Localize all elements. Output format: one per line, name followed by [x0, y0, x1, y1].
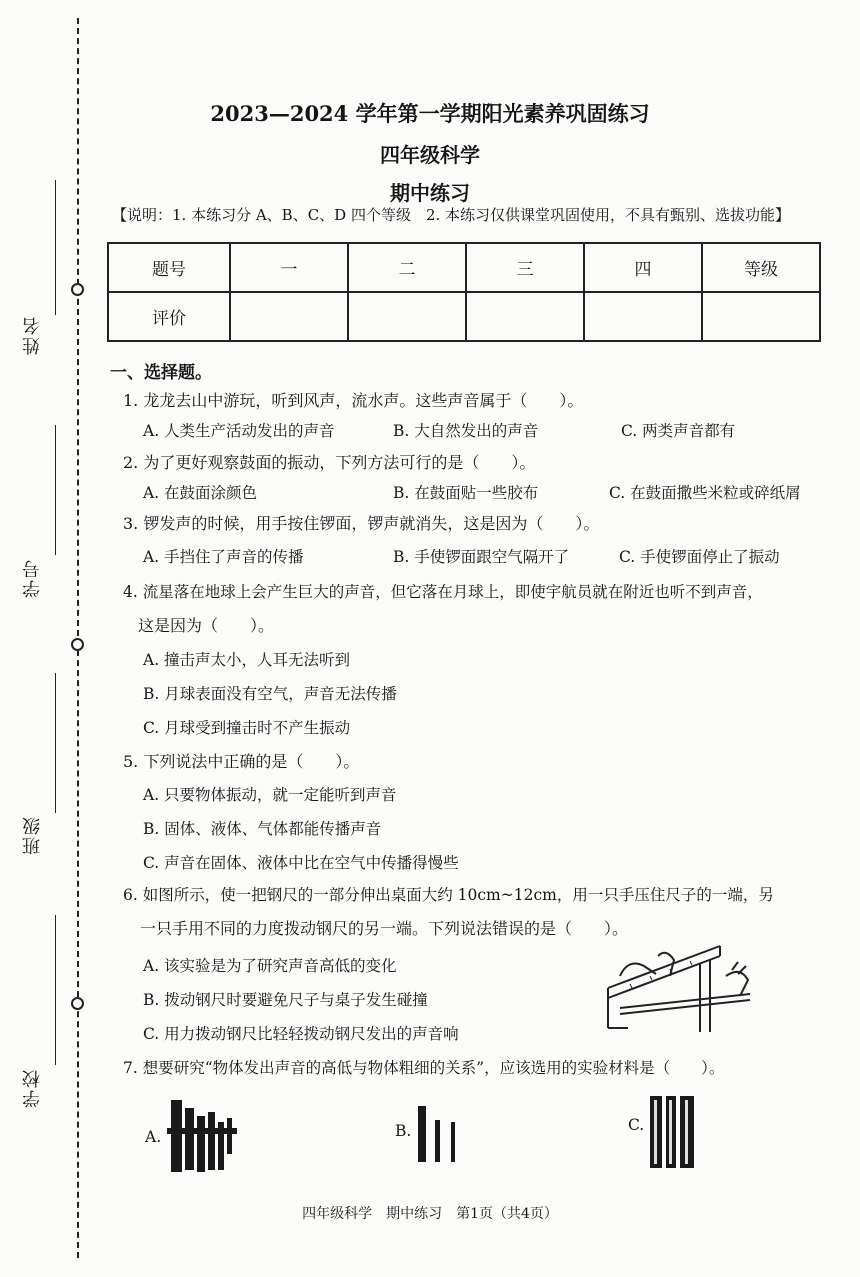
q2-option-b: B. 在鼓面贴一些胶布	[393, 484, 539, 502]
q5-option-a: A. 只要物体振动，就一定能听到声音	[143, 786, 397, 804]
score-header-cell: 三	[466, 243, 584, 292]
score-header-cell: 题号	[108, 243, 230, 292]
q7-option-a-label: A.	[145, 1128, 162, 1146]
binding-hole-2	[71, 638, 84, 651]
exam-title: 期中练习	[390, 181, 470, 205]
q4-option-a: A. 撞击声太小，人耳无法听到	[143, 651, 351, 669]
instruction-note: 【说明：1. 本练习分 A、B、C、D 四个等级 2. 本练习仅供课堂巩固使用，不具有甄别、选拔功能】	[112, 206, 791, 224]
q6-option-a: A. 该实验是为了研究声音高低的变化	[143, 957, 397, 975]
score-cell[interactable]	[466, 292, 584, 341]
q6-option-c: C. 用力拨动钢尺比轻轻拨动钢尺发出的声音响	[143, 1025, 459, 1043]
q5-option-b: B. 固体、液体、气体都能传播声音	[143, 820, 382, 838]
ruler-experiment-figure	[600, 936, 760, 1036]
q3-option-b: B. 手使锣面跟空气隔开了	[393, 548, 570, 566]
question-1-stem: 1. 龙龙去山中游玩，听到风声，流水声。这些声音属于（ ）。	[123, 391, 584, 410]
student-id-fill-line	[55, 425, 56, 555]
question-7-stem: 7. 想要研究“物体发出声音的高低与物体粗细的关系”，应该选用的实验材料是（ ）。	[123, 1059, 725, 1077]
school-fill-line	[55, 915, 56, 1065]
name-label: 姓名	[22, 315, 43, 355]
q7-option-c-label: C.	[628, 1116, 645, 1134]
score-table-row	[108, 292, 820, 341]
binding-hole-3	[71, 997, 84, 1010]
score-header-cell: 等级	[702, 243, 820, 292]
q1-option-b: B. 大自然发出的声音	[393, 422, 539, 440]
q5-option-c: C. 声音在固体、液体中比在空气中传播得慢些	[143, 854, 459, 872]
question-6-stem-cont: 一只手用不同的力度拨动钢尺的另一端。下列说法错误的是（ ）。	[140, 919, 629, 938]
question-4-stem-cont: 这是因为（ ）。	[138, 616, 275, 635]
page-footer: 四年级科学 期中练习 第1页（共4页）	[302, 1206, 558, 1222]
score-cell[interactable]	[584, 292, 702, 341]
q6-option-b: B. 拨动钢尺时要避免尺子与桌子发生碰撞	[143, 991, 428, 1009]
q7-option-a-image	[165, 1098, 240, 1176]
q2-option-c: C. 在鼓面撒些米粒或碎纸屑	[609, 484, 801, 502]
student-id-label: 学号	[22, 558, 43, 598]
class-fill-line	[55, 673, 56, 813]
q7-option-b-image	[412, 1104, 464, 1166]
question-5-stem: 5. 下列说法中正确的是（ ）。	[123, 752, 360, 771]
subject-title: 四年级科学	[380, 143, 480, 167]
question-6-stem: 6. 如图所示，使一把钢尺的一部分伸出桌面大约 10cm~12cm，用一只手压住尺子的一端，另	[123, 886, 774, 904]
score-table-header-row	[108, 243, 820, 292]
school-label: 学校	[22, 1068, 43, 1108]
q7-option-b-label: B.	[395, 1122, 412, 1140]
score-table	[107, 242, 821, 342]
question-4-stem: 4. 流星落在地球上会产生巨大的声音，但它落在月球上，即使宇航员就在附近也听不到声音，	[123, 583, 763, 601]
q1-option-c: C. 两类声音都有	[621, 422, 736, 440]
q4-option-b: B. 月球表面没有空气，声音无法传播	[143, 685, 397, 703]
question-2-stem: 2. 为了更好观察鼓面的振动，下列方法可行的是（ ）。	[123, 453, 536, 472]
class-label: 班级	[22, 815, 43, 855]
page-title: 2023—2024 学年第一学期阳光素养巩固练习	[210, 101, 650, 126]
score-header-cell: 四	[584, 243, 702, 292]
section-title: 一、选择题。	[110, 363, 212, 383]
q4-option-c: C. 月球受到撞击时不产生振动	[143, 719, 351, 737]
score-header-cell: 二	[348, 243, 466, 292]
score-cell[interactable]	[230, 292, 348, 341]
q2-option-a: A. 在鼓面涂颜色	[143, 484, 258, 502]
score-cell[interactable]	[702, 292, 820, 341]
q7-option-c-image	[648, 1094, 698, 1170]
q3-option-c: C. 手使锣面停止了振动	[619, 548, 780, 566]
score-cell[interactable]	[348, 292, 466, 341]
q1-option-a: A. 人类生产活动发出的声音	[143, 422, 335, 440]
score-header-cell: 一	[230, 243, 348, 292]
q3-option-a: A. 手挡住了声音的传播	[143, 548, 304, 566]
question-3-stem: 3. 锣发声的时候，用手按住锣面，锣声就消失，这是因为（ ）。	[123, 514, 600, 533]
score-row-label: 评价	[108, 292, 230, 341]
binding-hole-1	[71, 283, 84, 296]
